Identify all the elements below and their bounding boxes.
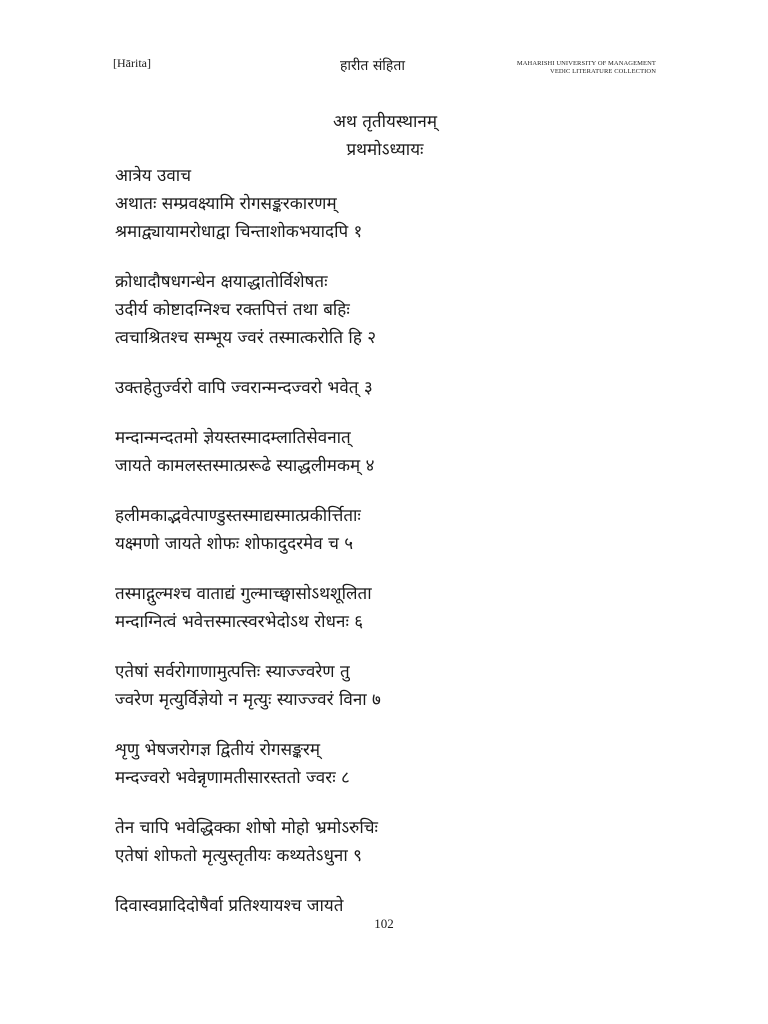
chapter-title-line1: अथ तृतीयस्थानम् (332, 112, 438, 132)
verse-block (115, 658, 675, 714)
verse-line: मन्दज्वरो भवेन्नृणामतीसारस्ततो ज्वरः ८ (115, 768, 350, 788)
verse-line: हलीमकाद्भवेत्पाण्डुस्तस्माद्यस्मात्प्रकीर्त्तिताः (115, 506, 361, 526)
chapter-title-line2: प्रथमोऽध्यायः (346, 140, 424, 160)
chapter-title (300, 108, 470, 164)
verse-body (115, 162, 675, 920)
verse-block (115, 814, 675, 870)
verse-line: जायते कामलस्तस्मात्प्ररूढे स्याद्धलीमकम् ४ (115, 456, 375, 476)
verse-line: तेन चापि भवेद्धिक्का शोषो मोहो भ्रमोऽरुचिः (115, 818, 378, 838)
header-title: हारीत संहिता (340, 58, 405, 74)
verse-block (115, 502, 675, 558)
verse-line: एतेषां शोफतो मृत्युस्तृतीयः कथ्यतेऽधुना ९ (115, 846, 362, 866)
verse-line: उक्तहेतुर्ज्वरो वापि ज्वरान्मन्दज्वरो भवेत् ३ (115, 378, 373, 398)
verse-line: आत्रेय उवाच (115, 166, 191, 186)
verse-block (115, 162, 675, 246)
verse-line: यक्ष्मणो जायते शोफः शोफादुदरमेव च ५ (115, 534, 354, 554)
verse-line: दिवास्वप्नादिदोषैर्वा प्रतिश्यायश्च जायते (115, 896, 344, 916)
verse-line: तस्माद्गुल्मश्च वाताद्यं गुल्माच्छ्वासोऽथशूलिता (115, 584, 372, 604)
verse-line: त्वचाश्रितश्च सम्भूय ज्वरं तस्मात्करोति हि २ (115, 328, 377, 348)
header-publisher (517, 60, 656, 76)
verse-line: ज्वरेण मृत्युर्विज्ञेयो न मृत्युः स्याज्ज्वरं विना ७ (115, 690, 381, 710)
verse-line: क्रोधादौषधगन्धेन क्षयाद्धातोर्विशेषतः (115, 272, 328, 292)
verse-block (115, 580, 675, 636)
header-publisher-line1: MAHARISHI UNIVERSITY OF MANAGEMENT (516, 60, 656, 67)
header-work-name: [Hārita] (113, 56, 151, 70)
verse-line: शृणु भेषजरोगज्ञ द्वितीयं रोगसङ्करम् (115, 740, 320, 760)
verse-block (115, 736, 675, 792)
verse-line: अथातः सम्प्रवक्ष्यामि रोगसङ्करकारणम् (115, 194, 337, 214)
verse-line: श्रमाद्व्यायामरोधाद्वा चिन्ताशोकभयादपि १ (115, 222, 363, 242)
page-number: 102 (374, 916, 394, 931)
verse-line: उदीर्य कोष्टादग्निश्च रक्तपित्तं तथा बहिः (115, 300, 350, 320)
verse-line: मन्दाग्नित्वं भवेत्तस्मात्स्वरभेदोऽथ रोधनः ६ (115, 612, 364, 632)
header-publisher-line2: VEDIC LITERATURE COLLECTION (550, 68, 656, 75)
verse-line: एतेषां सर्वरोगाणामुत्पत्तिः स्याज्ज्वरेण तु (115, 662, 350, 682)
verse-block (115, 424, 675, 480)
verse-block (115, 374, 675, 402)
verse-block (115, 268, 675, 352)
verse-line: मन्दान्मन्दतमो ज्ञेयस्तस्मादम्लातिसेवनात् (115, 428, 351, 448)
